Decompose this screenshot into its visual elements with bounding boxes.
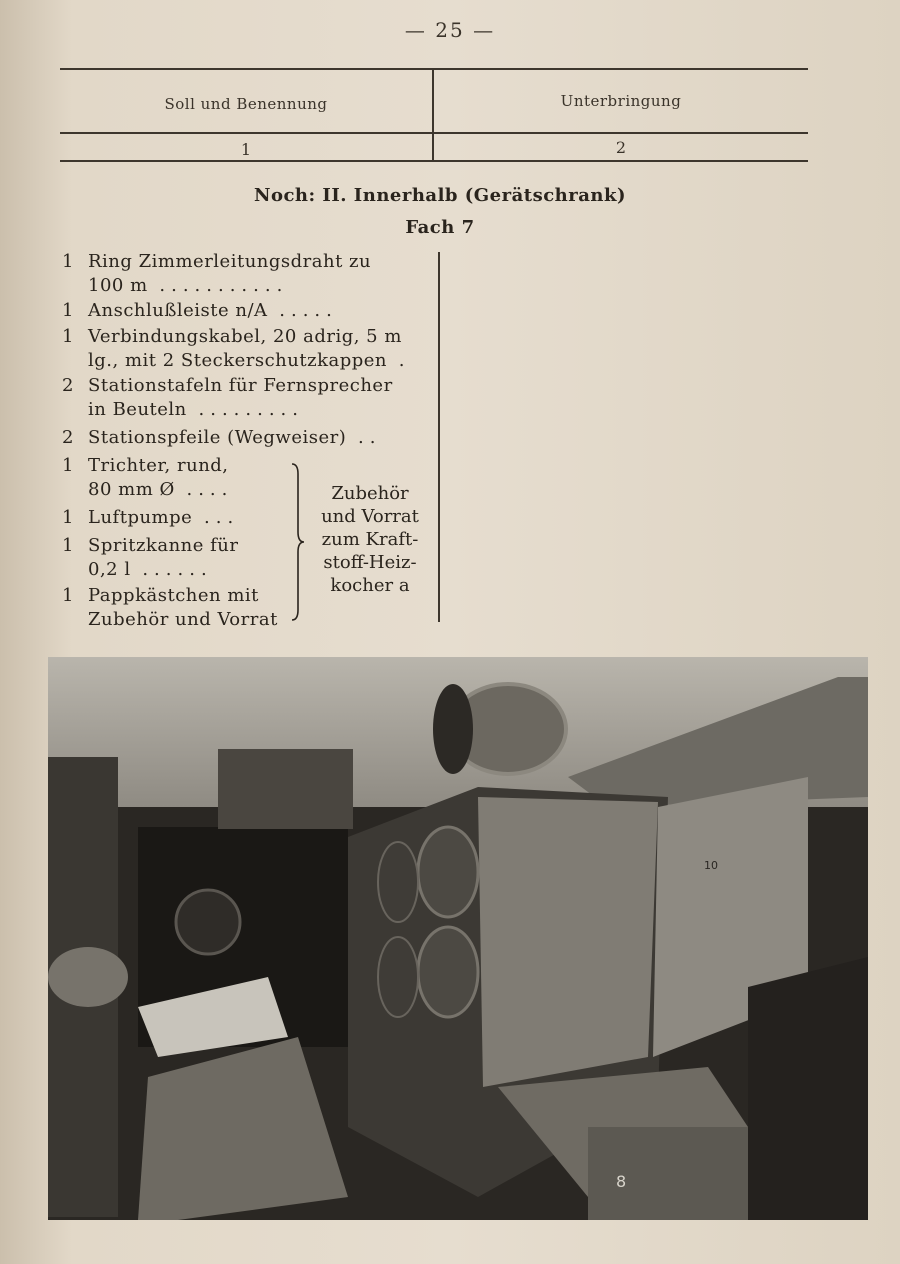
list-column-divider [438, 252, 440, 622]
drawer-number-label: 8 [616, 1172, 627, 1191]
list-item [62, 250, 371, 298]
item-text-continued: Zubehör und Vorrat [88, 609, 278, 630]
item-text: Trichter, rund, [88, 455, 229, 476]
brace-note-line: und Vorrat [321, 506, 419, 527]
list-item [62, 534, 239, 582]
item-quantity: 1 [62, 251, 74, 272]
item-text-continued: in Beuteln [88, 399, 187, 420]
list-item [62, 299, 338, 323]
item-text-continued: 80 mm Ø [88, 479, 175, 500]
table-header-rule [60, 132, 808, 134]
column-1-number: 1 [240, 140, 252, 159]
leader-dots: ...... [130, 559, 213, 580]
brace-note-line: zum Kraft- [321, 529, 419, 550]
item-text: Luftpumpe [88, 507, 193, 528]
column-1-title: Soll und Benennung [164, 95, 328, 113]
equipment-photo [48, 657, 868, 1220]
brace-note-line: Zubehör [331, 483, 409, 504]
leader-dots: ........... [147, 275, 289, 296]
page-number: — 25 — [404, 18, 496, 42]
list-item [62, 325, 410, 373]
column-2-number: 2 [615, 138, 627, 157]
brace-note [305, 482, 435, 597]
leader-dots: ......... [186, 399, 304, 420]
list-item [62, 506, 239, 530]
list-item [62, 374, 393, 422]
item-text-continued: lg., mit 2 Steckerschutzkappen [88, 350, 388, 371]
door-number-label: 10 [704, 859, 718, 872]
item-text: Pappkästchen mit [88, 585, 259, 606]
section-subheading: Fach 7 [405, 217, 475, 238]
item-quantity: 1 [62, 300, 74, 321]
list-item [62, 426, 381, 450]
item-text-continued: 100 m [88, 275, 148, 296]
brace-note-line: stoff-Heiz- [323, 552, 417, 573]
item-text: Verbindungskabel, 20 adrig, 5 m [88, 326, 402, 347]
table-top-rule [60, 68, 808, 70]
item-quantity: 1 [62, 585, 74, 606]
table-numbers-rule [60, 160, 808, 162]
item-text: Spritzkanne für [88, 535, 239, 556]
item-quantity: 1 [62, 326, 74, 347]
leader-dots: ... [192, 507, 240, 528]
leader-dots: . [387, 350, 411, 371]
list-item [62, 454, 233, 502]
section-heading: Noch: II. Innerhalb (Gerätschrank) [254, 185, 626, 206]
list-item [62, 584, 278, 632]
brace-note-line: kocher a [330, 575, 410, 596]
item-quantity: 2 [62, 375, 74, 396]
item-text: Ring Zimmerleitungsdraht zu [88, 251, 372, 272]
leader-dots: ..... [267, 300, 338, 321]
item-quantity: 1 [62, 507, 74, 528]
item-text: Stationspfeile (Wegweiser) [88, 427, 347, 448]
column-2-title: Unterbringung [560, 92, 682, 110]
leader-dots: .... [174, 479, 234, 500]
item-quantity: 1 [62, 455, 74, 476]
item-text-continued: 0,2 l [88, 559, 131, 580]
item-text: Anschlußleiste n/A [88, 300, 268, 321]
item-quantity: 2 [62, 427, 74, 448]
leader-dots: .. [346, 427, 382, 448]
item-quantity: 1 [62, 535, 74, 556]
item-text: Stationstafeln für Fernsprecher [88, 375, 393, 396]
